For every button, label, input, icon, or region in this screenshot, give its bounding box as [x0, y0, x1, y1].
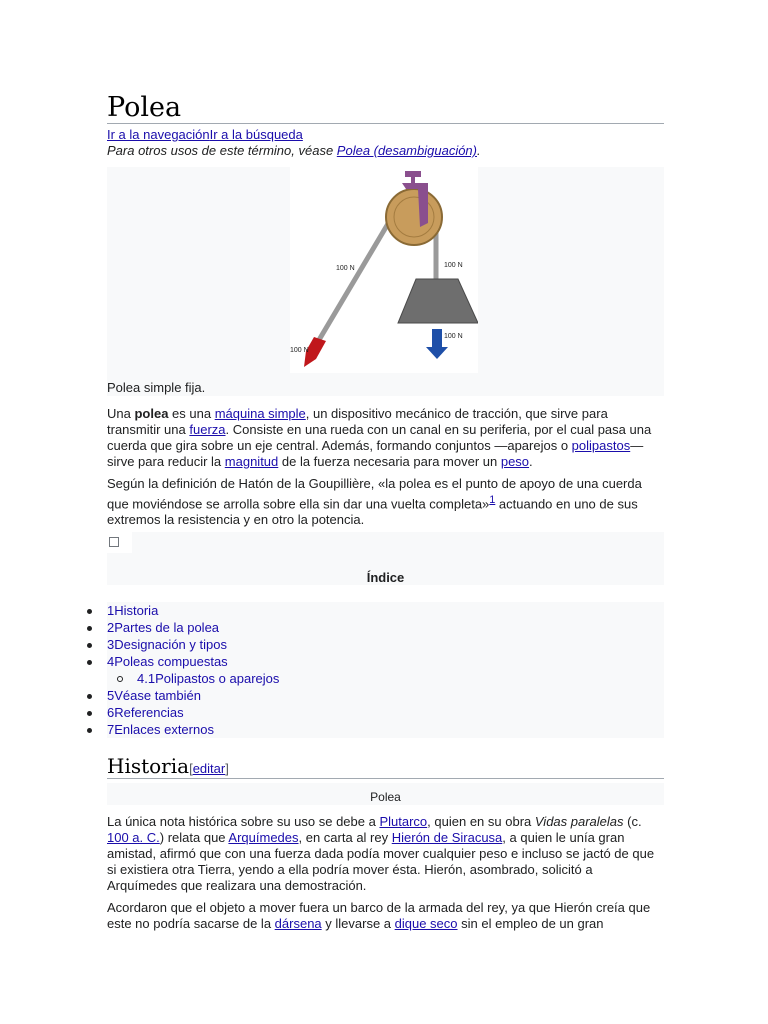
bracket: [: [189, 761, 193, 776]
hatnote-suffix: .: [477, 143, 481, 158]
pulley-illustration: [290, 167, 478, 373]
text: ) relata que: [159, 830, 229, 845]
bullet-icon: [87, 694, 92, 699]
toc-item-designacion[interactable]: [107, 637, 227, 654]
bracket: ]: [225, 761, 229, 776]
historia-paragraph-2: [107, 900, 664, 932]
hollow-bullet-icon: [117, 676, 123, 682]
link-maquina-simple[interactable]: máquina simple: [214, 406, 306, 421]
reference-link[interactable]: 1: [489, 494, 496, 506]
intro-paragraph-1: [107, 406, 664, 470]
link-arquimedes[interactable]: Arquímedes: [228, 830, 299, 845]
text: , un dispositivo mecánico de tracción, que sirve para transmitir una: [107, 406, 608, 437]
toc-item-partes[interactable]: [107, 620, 219, 637]
bullet-icon: [87, 626, 92, 631]
toc-number: 2: [107, 620, 115, 635]
text: y llevarse a: [321, 916, 395, 931]
link-fuerza[interactable]: fuerza: [189, 422, 226, 437]
toc-number: 5: [107, 688, 115, 703]
text: , quien en su obra: [427, 814, 535, 829]
checkbox-icon: [109, 537, 119, 547]
toc-number: 6: [107, 705, 115, 720]
toc-number: 4: [107, 654, 115, 669]
toc-item-referencias[interactable]: [107, 705, 184, 722]
text: (c.: [623, 814, 642, 829]
bullet-icon: [87, 643, 92, 648]
toc-label: Polipastos o aparejos: [155, 671, 280, 686]
section-divider: [107, 778, 664, 779]
italic-title: Vidas paralelas: [534, 814, 624, 829]
text: La única nota histórica sobre su uso se debe a: [107, 814, 380, 829]
bullet-icon: [87, 660, 92, 665]
text: Una: [107, 406, 135, 421]
link-dique-seco[interactable]: dique seco: [394, 916, 458, 931]
toc-toggle-checkbox[interactable]: [107, 532, 132, 553]
text: sin el empleo de un gran: [457, 916, 604, 931]
historia-paragraph-1: [107, 814, 664, 894]
link-plutarco[interactable]: Plutarco: [379, 814, 428, 829]
toc-number: 3: [107, 637, 115, 652]
text: actuando en uno de sus extremos la resistencia y en otro la potencia.: [107, 496, 638, 528]
toc-number: 7: [107, 722, 115, 737]
historia-image-caption: Polea: [107, 783, 664, 805]
hatnote-prefix: Para otros usos de este término, véase: [107, 143, 337, 158]
link-hieron[interactable]: Hierón de Siracusa: [391, 830, 503, 845]
text: , a quien le unía gran amistad, afirmó que con una fuerza dada podía mover cualquier peso e incluso se jactó de que si existiera otra Tierra, yendo a ella podría mover ésta. Hierón, asombrado, solicitó a Arquímedes que realizara una demostración.: [107, 830, 655, 893]
page-title: Polea: [107, 92, 182, 123]
toc-number: 4.1: [137, 671, 156, 686]
toc-label: Poleas compuestas: [114, 654, 228, 669]
bullet-icon: [87, 711, 92, 716]
edit-section: [189, 761, 229, 776]
toc-title: Índice: [366, 570, 405, 585]
edit-section-link[interactable]: editar: [192, 761, 226, 776]
link-peso[interactable]: peso: [500, 454, 530, 469]
bullet-icon: [87, 728, 92, 733]
toc-item-polipastos[interactable]: [137, 671, 279, 688]
mount-cap: [405, 171, 421, 177]
toc-item-enlaces[interactable]: [107, 722, 214, 739]
toc-label: Referencias: [114, 705, 184, 720]
disambiguation-link[interactable]: Polea (desambiguación): [336, 143, 477, 158]
link-magnitud[interactable]: magnitud: [224, 454, 279, 469]
text: , en carta al rey: [298, 830, 392, 845]
label-arrow-down: 100 N: [444, 333, 463, 340]
label-arrow-left: 100 N: [290, 347, 309, 354]
label-rope-right: 100 N: [444, 262, 463, 269]
pulley-figure: [107, 167, 664, 396]
bold-term: polea: [134, 406, 169, 421]
jump-to-search-link[interactable]: Ir a la búsqueda: [209, 127, 303, 142]
figure-caption: Polea simple fija.: [107, 380, 206, 395]
toc-item-vease[interactable]: [107, 688, 201, 705]
bullet-icon: [87, 609, 92, 614]
section-title: Historia: [107, 754, 190, 778]
toc-label: Historia: [114, 603, 159, 618]
text: Según la definición de Hatón de la Goupillière, «la polea es el punto de apoyo de una cuerda que moviéndose se arrolla sobre ella sin dar una vuelta completa»: [107, 476, 642, 512]
text: . Consiste en una rueda con un canal en su periferia, por el cual pasa una cuerda que gira sobre un eje central. Además, formando conjuntos —aparejos o: [107, 422, 652, 453]
jump-to-navigation-link[interactable]: Ir a la navegación: [107, 127, 210, 142]
toc-item-historia[interactable]: [107, 603, 158, 620]
toc-label: Designación y tipos: [114, 637, 227, 652]
toc-label: Partes de la polea: [114, 620, 220, 635]
hatnote: [107, 143, 481, 159]
toc-header: [107, 532, 664, 585]
link-darsena[interactable]: dársena: [274, 916, 322, 931]
text: — sirve para reducir la: [107, 438, 644, 469]
intro-paragraph-2: [107, 476, 664, 528]
text: de la fuerza necesaria para mover un: [278, 454, 501, 469]
toc-number: 1: [107, 603, 115, 618]
text: Acordaron que el objeto a mover fuera un barco de la armada del rey, ya que Hierón creía que este no podría sacarse de la: [107, 900, 651, 931]
toc-label: Véase también: [114, 688, 201, 703]
label-rope-left: 100 N: [336, 265, 355, 272]
text: es una: [168, 406, 215, 421]
jump-links: [107, 127, 303, 143]
toc-label: Enlaces externos: [114, 722, 214, 737]
link-polipastos[interactable]: polipastos: [571, 438, 631, 453]
toc-list: [107, 602, 664, 738]
toc-item-compuestas[interactable]: [107, 654, 228, 671]
link-100-ac[interactable]: 100 a. C.: [107, 830, 160, 845]
text: .: [529, 454, 533, 469]
title-divider: [107, 123, 664, 124]
